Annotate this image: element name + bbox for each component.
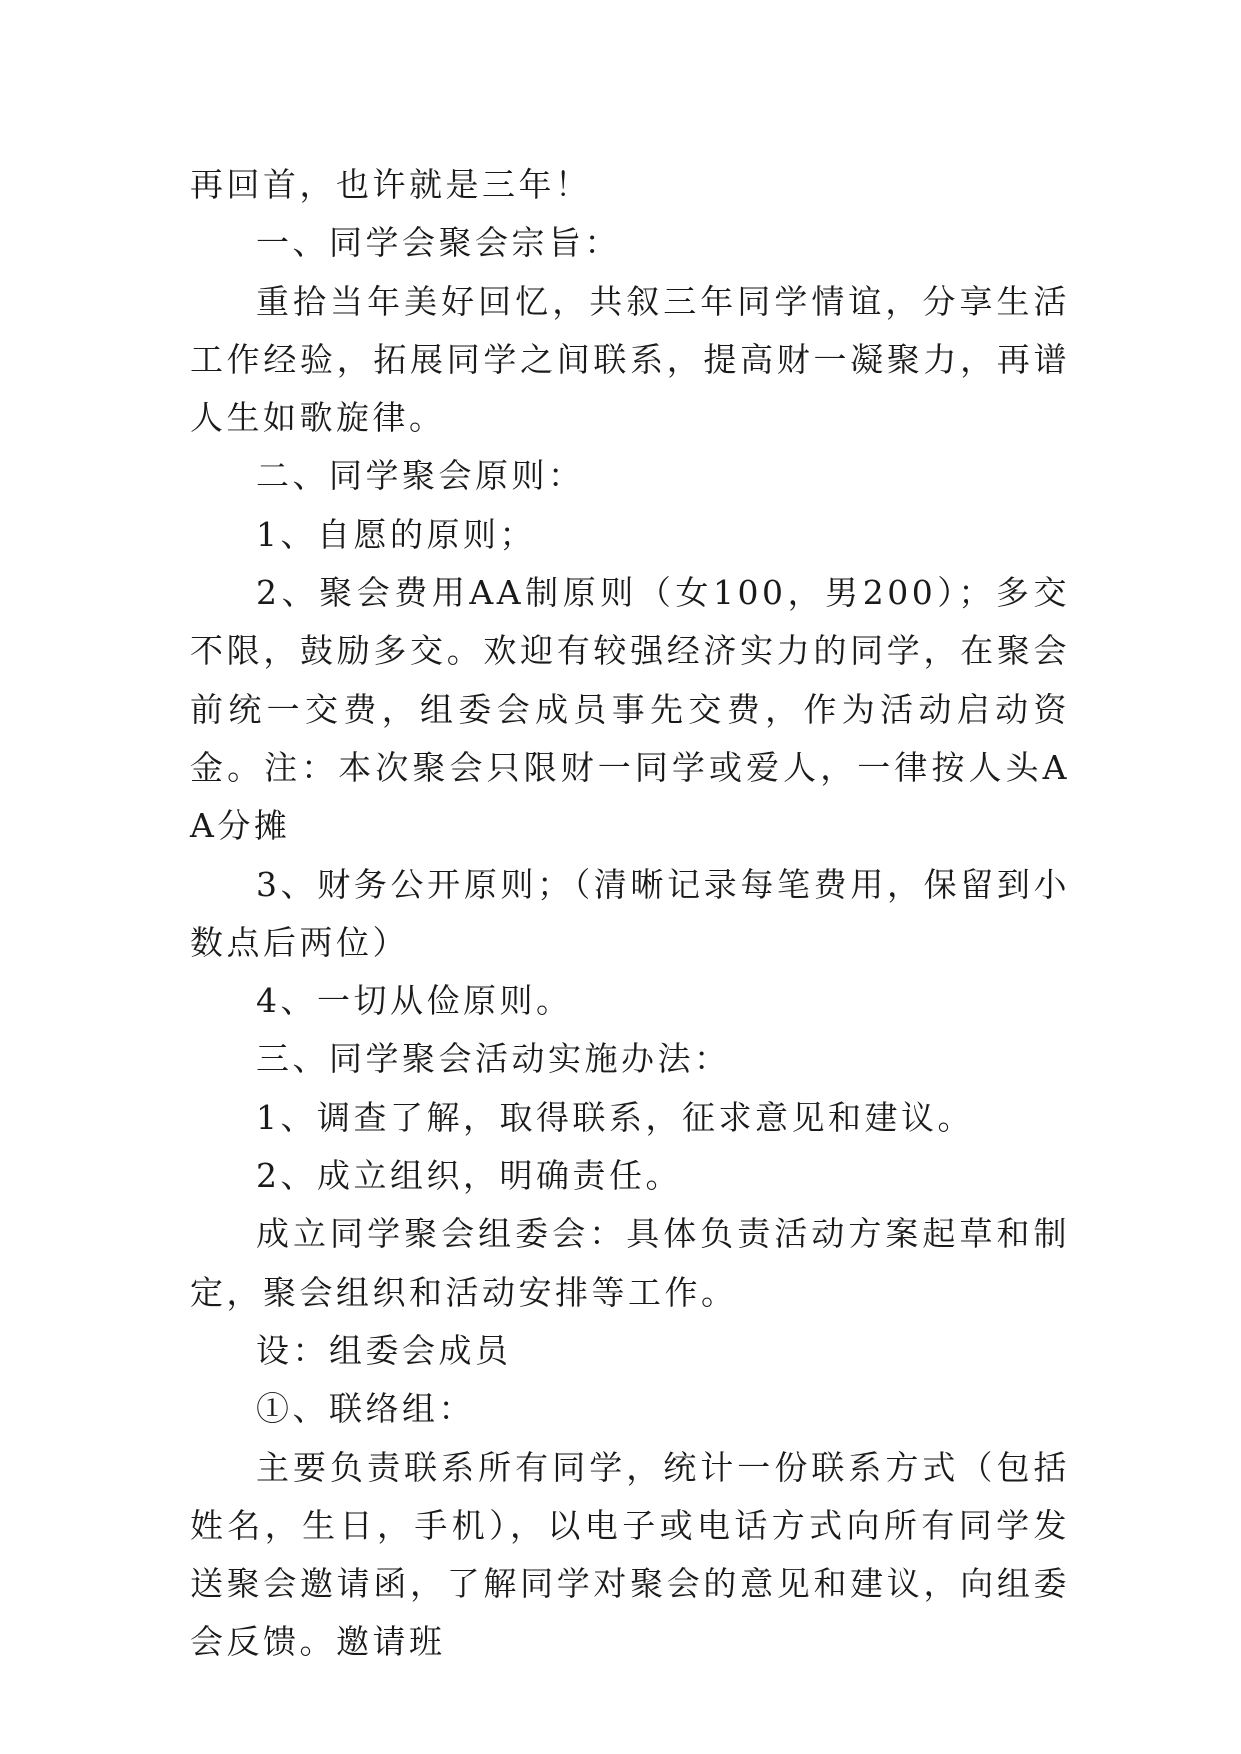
paragraph-committee-members: 设：组委会成员 (256, 1330, 512, 1370)
step-survey: 1、调查了解，取得联系，征求意见和建议。 (256, 1097, 974, 1137)
paragraph-opening: 再回首，也许就是三年！ (190, 165, 592, 204)
principle-voluntary: 1、自愿的原则； (256, 514, 536, 554)
heading-liaison-group: ①、联络组： (256, 1389, 475, 1429)
step-organize: 2、成立组织，明确责任。 (256, 1156, 682, 1196)
paragraph-committee: 成立同学聚会组委会：具体负责活动方案起草和制定，聚会组织和活动安排等工作。 (190, 1214, 1070, 1312)
paragraph-purpose: 重拾当年美好回忆，共叙三年同学情谊，分享生活工作经验，拓展同学之间联系，提高财一凝聚力，再谱人生如歌旋律。 (190, 281, 1070, 438)
paragraph-liaison-duties: 主要负责联系所有同学，统计一份联系方式（包括姓名，生日，手机），以电子或电话方式向所有同学发送聚会邀请函，了解同学对聚会的意见和建议，向组委会反馈。邀请班 (190, 1447, 1070, 1662)
heading-purpose: 一、同学会聚会宗旨： (256, 223, 621, 263)
principle-financial-transparency: 3、财务公开原则；（清晰记录每笔费用，保留到小数点后两位） (190, 864, 1070, 962)
principle-aa-fee: 2、聚会费用AA制原则（女100，男200）；多交不限，鼓励多交。欢迎有较强经济实力的同学，在聚会前统一交费，组委会成员事先交费，作为活动启动资金。注：本次聚会只限财一同学或爱人，一律按人头AA分摊 (190, 573, 1070, 846)
principle-frugality: 4、一切从俭原则。 (256, 981, 573, 1021)
heading-principles: 二、同学聚会原则： (256, 456, 585, 496)
heading-implementation: 三、同学聚会活动实施办法： (256, 1039, 731, 1079)
document-body (190, 156, 1070, 1672)
